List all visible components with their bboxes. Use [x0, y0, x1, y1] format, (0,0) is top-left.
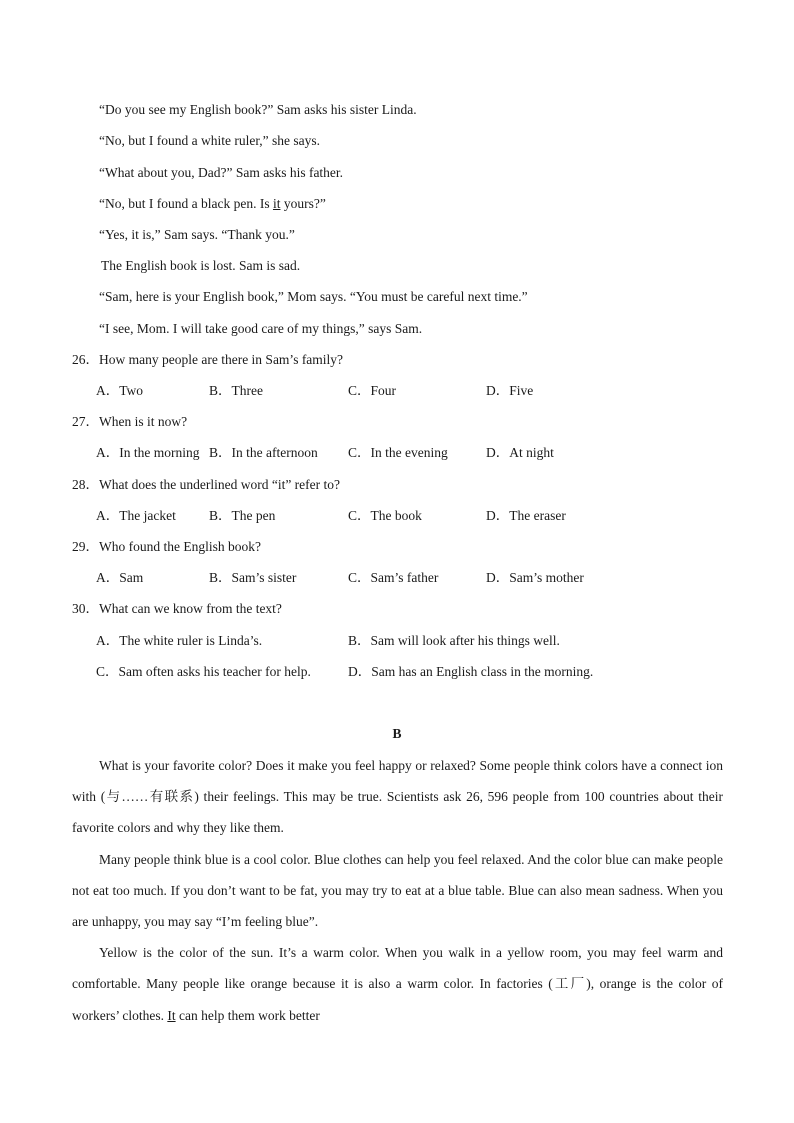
option-d[interactable]: D．Sam has an English class in the morning.: [348, 664, 594, 679]
passage-paragraph-2: Many people think blue is a cool color. Blue clothes can help you feel relaxed. And the color blue can make people not eat too much. If you don’t want to be fat, you may try to eat at a blue table. Blue can also mean sadness. When you are unhappy, you may say “I’m feeling blue”.: [72, 851, 723, 930]
option-a[interactable]: A．The white ruler is Linda’s.: [96, 633, 263, 648]
question-text: How many people are there in Sam’s family?: [99, 352, 344, 367]
option-b[interactable]: B．In the afternoon: [209, 445, 318, 460]
underlined-it: It: [167, 1007, 176, 1023]
dialogue-line-1: “Do you see my English book?” Sam asks his sister Linda.: [99, 102, 417, 117]
section-b-passage: [72, 750, 723, 1031]
passage-paragraph-3: [72, 937, 723, 1031]
underlined-it: it: [272, 196, 281, 211]
option-a[interactable]: A．Sam: [96, 570, 144, 585]
dialogue-line-6: The English book is lost. Sam is sad.: [101, 258, 301, 273]
question-text: What can we know from the text?: [99, 601, 282, 616]
option-a[interactable]: A．Two: [96, 383, 144, 398]
option-a[interactable]: A．In the morning: [96, 445, 200, 460]
question-text: Who found the English book?: [99, 539, 261, 554]
question-number: 27．: [72, 414, 99, 429]
question-text: When is it now?: [99, 414, 188, 429]
dialogue-line-8: “I see, Mom. I will take good care of my things,” says Sam.: [99, 321, 423, 336]
passage-paragraph-1: What is your favorite color? Does it make you feel happy or relaxed? Some people think colors have a connect ion with (与……有联系) their feelings. This may be true. Scientists ask 26, 596 people from 100 countries about their favorite colors and why they like them.: [72, 758, 723, 836]
dialogue-line-2: “No, but I found a white ruler,” she says.: [99, 133, 321, 148]
dialogue-line-7: “Sam, here is your English book,” Mom says. “You must be careful next time.”: [99, 289, 528, 304]
question-26: [72, 351, 343, 369]
option-a[interactable]: A．The jacket: [96, 508, 176, 523]
dialogue-line-3: “What about you, Dad?” Sam asks his father.: [99, 165, 344, 180]
option-d[interactable]: D．Five: [486, 383, 534, 398]
option-b[interactable]: B．Three: [209, 383, 263, 398]
option-d[interactable]: D．The eraser: [486, 508, 566, 523]
question-text: What does the underlined word “it” refer to?: [99, 477, 341, 492]
dialogue-line-4-before: “No, but I found a black pen. Is: [99, 196, 273, 211]
dialogue-line-4: [99, 195, 326, 213]
question-number: 30．: [72, 601, 99, 616]
section-b-heading: B: [392, 726, 402, 741]
option-d[interactable]: D．Sam’s mother: [486, 570, 584, 585]
option-c[interactable]: C．Four: [348, 383, 397, 398]
option-b[interactable]: B．The pen: [209, 508, 276, 523]
option-c[interactable]: C．In the evening: [348, 445, 448, 460]
question-number: 28．: [72, 477, 99, 492]
dialogue-line-5: “Yes, it is,” Sam says. “Thank you.”: [99, 227, 295, 242]
dialogue-line-4-after: yours?”: [280, 196, 326, 211]
question-28: [72, 476, 340, 494]
question-29: [72, 538, 261, 556]
option-c[interactable]: C．Sam’s father: [348, 570, 439, 585]
question-30: [72, 600, 282, 618]
question-number: 29．: [72, 539, 99, 554]
paragraph-3-after: can help them work better: [175, 1007, 320, 1023]
option-c[interactable]: C．Sam often asks his teacher for help.: [96, 664, 311, 679]
question-number: 26．: [72, 352, 99, 367]
option-c[interactable]: C．The book: [348, 508, 422, 523]
question-27: [72, 413, 187, 431]
option-b[interactable]: B．Sam will look after his things well.: [348, 633, 560, 648]
paragraph-3-before: Yellow is the color of the sun. It’s a warm color. When you walk in a yellow room, you may feel warm and comfortable. Many people like orange because it is also a warm color. In factories (工厂), orange is the color of workers’ clothes.: [72, 945, 723, 1023]
option-d[interactable]: D．At night: [486, 445, 554, 460]
option-b[interactable]: B．Sam’s sister: [209, 570, 297, 585]
